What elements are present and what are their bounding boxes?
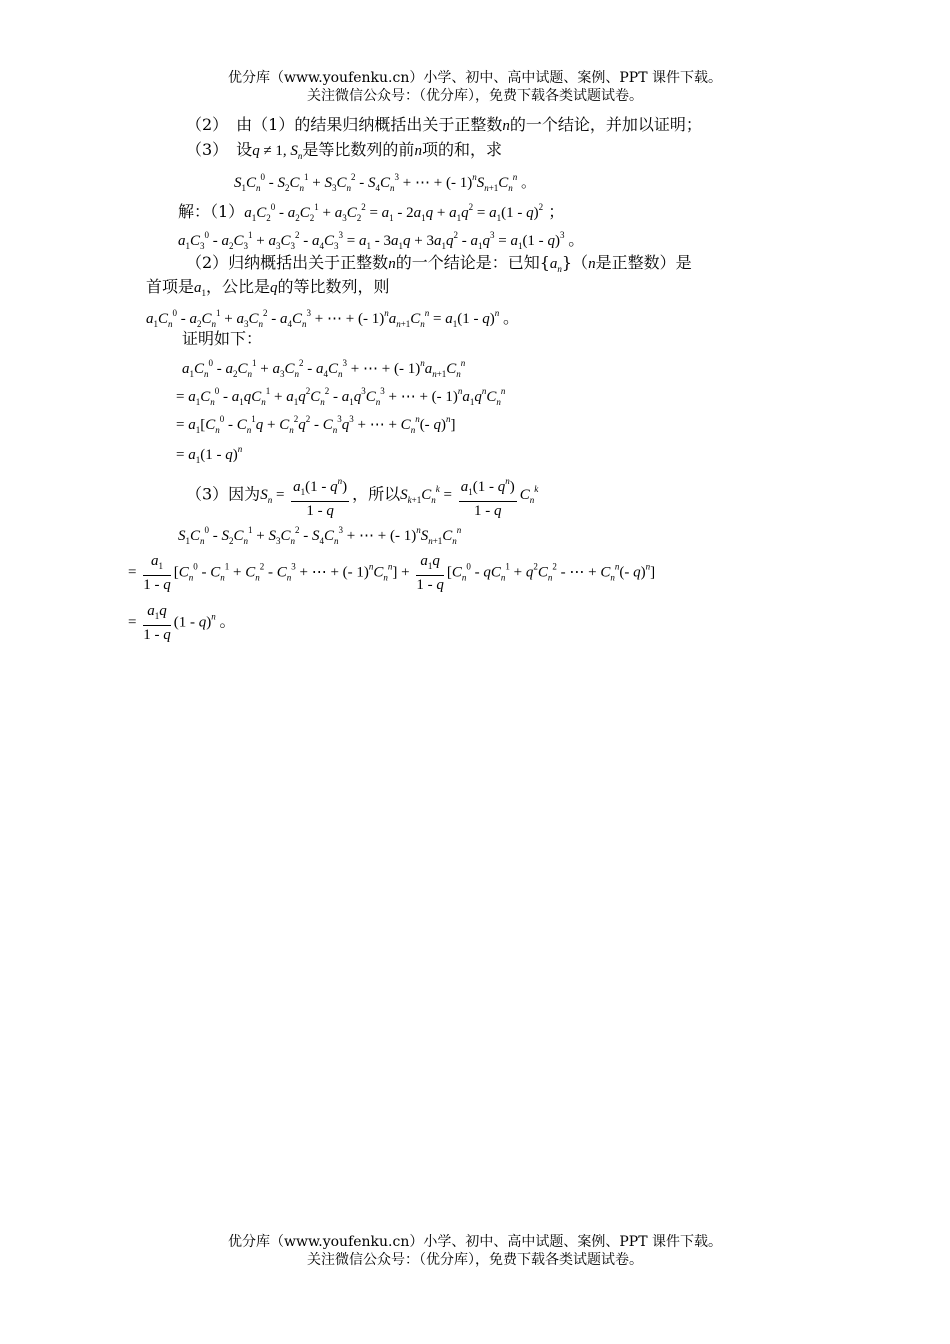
question-2: （2） 由（1）的结果归纳概括出关于正整数n的一个结论，并加以证明； <box>186 115 702 134</box>
header-line-2: 关注微信公众号：（优分库），免费下载各类试题试卷。 <box>307 88 643 104</box>
question-3: （3） 设q ≠ 1, $S_n$是等比数列的前n项的和，求 <box>186 140 502 161</box>
proof-step-4: = $a_1(1 - q)^n$ <box>176 444 243 465</box>
solution-3-result: = $\frac{a_1q}{1 - q}$ (1 - q)$^n$ 。 <box>128 603 236 643</box>
solution-2-line-2: 首项是$a_1$，公比是q的等比数列，则 <box>146 277 390 298</box>
solution-2-line-1: （2）归纳概括出关于正整数n的一个结论是：已知$\{a_n\}(n$是正整数）是 <box>186 253 692 274</box>
solution-3-sum: $S_1C_n^0 - S_2C_n^1 + S_3C_n^2 - S_4C_n^3$ + ⋯ + (- $1)^nS_{n+1}C_n^n$ <box>178 525 462 546</box>
proof-step-2: = $a_1C_n^0 - a_1qC_n^1 + a_1q^2C_n^2 - a_1q^3C_n^3$ + ⋯ + (- $1)^na_1q^nC_n^n$ <box>176 386 506 407</box>
solution-1-line-1: 解：$(1)a_1C_2^0 - a_2C_2^1 + a_3C_2^2 = a_1 - 2a_1q + a_1q^2 = a_1(1 - q)^2$ ； <box>178 202 565 223</box>
footer-line-2: 关注微信公众号：（优分库），免费下载各类试题试卷。 <box>307 1252 643 1268</box>
solution-2-conclusion: $a_1C_n^0 - a_2C_n^1 + a_3C_n^2 - a_4C_n^3$ + ⋯ + (- $1)^na_{n+1}C_n^n = a_1(1 - q)^n$ 。 <box>146 308 520 329</box>
header-line-1: 优分库（www.youfenku.cn）小学、初中、高中试题、案例、PPT 课件下载。 <box>227 70 722 86</box>
question-3-expression: $S_1C_n^0 - S_2C_n^1 + S_3C_n^2 - S_4C_n^3$ + ⋯ + (- $1)^nS_{n+1}C_n^n$ 。 <box>234 172 537 193</box>
solution-1-line-2: $a_1C_3^0 - a_2C_3^1 + a_3C_3^2 - a_4C_3^3 = a_1 - 3a_1q + 3a_1q^2 - a_1q^3 = a_1(1 - q)^3$ 。 <box>178 230 585 251</box>
solution-3-expansion: = $\frac{a_1}{1 - q}$ [$C_n^0 - C_n^1 + C_n^2 - C_n^3$ + ⋯ + (- $1)^nC_n^n$] + $\frac{a_1q}{1 - q}$ [$C_n^0 - qC_n^1 + q^2C_n^2$ - ⋯ + $C_n^n(-$ q)$^n$] <box>128 553 656 593</box>
footer-line-1: 优分库（www.youfenku.cn）小学、初中、高中试题、案例、PPT 课件下载。 <box>227 1234 722 1250</box>
proof-label: 证明如下： <box>182 329 263 348</box>
proof-step-1: $a_1C_n^0 - a_2C_n^1 + a_3C_n^2 - a_4C_n^3$ + ⋯ + (- $1)^na_{n+1}C_n^n$ <box>182 358 466 379</box>
proof-step-3: = $a_1[C_n^0 - C_n^1q + C_n^2q^2 - C_n^3q^3$ + ⋯ + $C_n^n(-$ q)$^n$] <box>176 414 456 435</box>
solution-3-intro: （3）因为$S_n$ = $\frac{a_1(1 - q^n)}{1 - q}$ ，所以$S_{k+1}C_n^k$ = $\frac{a_1(1 - q^n)}{1 - q}$ $C_n^k$ <box>186 472 538 520</box>
